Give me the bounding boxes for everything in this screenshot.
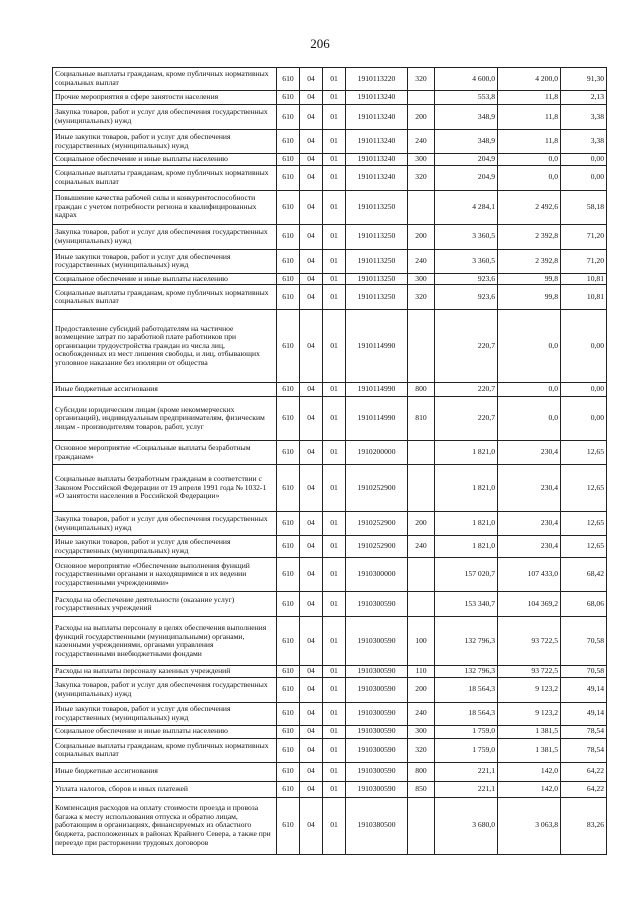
- row-pct: 0,00: [561, 165, 607, 190]
- row-rz: 04: [300, 224, 323, 249]
- row-plan: 153 340,7: [435, 592, 498, 617]
- row-vr: 300: [408, 725, 435, 738]
- row-vr: 850: [408, 781, 435, 797]
- row-pct: 70,58: [561, 617, 607, 666]
- row-pct: 0,00: [561, 397, 607, 441]
- row-fact: 142,0: [498, 781, 561, 797]
- row-csr: 1910300590: [346, 738, 408, 762]
- row-pr: 01: [323, 762, 346, 781]
- row-name: Основное мероприятие «Обеспечение выполнения функций государственными органами и находящимися в их ведении государственными учреждениями»: [53, 558, 277, 592]
- row-vr: 200: [408, 224, 435, 249]
- table-row: [53, 273, 607, 285]
- row-plan: 348,9: [435, 105, 498, 130]
- row-vr: 320: [408, 285, 435, 310]
- row-rz: 04: [300, 165, 323, 190]
- row-fact: 11,8: [498, 130, 561, 154]
- table-row: [53, 738, 607, 762]
- table-row: [53, 154, 607, 166]
- row-pr: 01: [323, 797, 346, 854]
- row-plan: 221,1: [435, 781, 498, 797]
- row-plan: 1 759,0: [435, 725, 498, 738]
- row-ved: 610: [277, 725, 300, 738]
- row-plan: 220,7: [435, 397, 498, 441]
- row-name: Социальные выплаты гражданам, кроме публичных нормативных социальных выплат: [53, 285, 277, 310]
- row-csr: 1910113240: [346, 91, 408, 105]
- row-fact: 0,0: [498, 154, 561, 166]
- row-vr: 320: [408, 165, 435, 190]
- row-fact: 99,8: [498, 273, 561, 285]
- row-pr: 01: [323, 130, 346, 154]
- table-row: [53, 91, 607, 105]
- row-rz: 04: [300, 666, 323, 678]
- row-csr: 1910300590: [346, 781, 408, 797]
- row-ved: 610: [277, 310, 300, 383]
- row-plan: 132 796,3: [435, 666, 498, 678]
- row-pct: 78,54: [561, 725, 607, 738]
- row-fact: 104 369,2: [498, 592, 561, 617]
- row-rz: 04: [300, 310, 323, 383]
- row-pr: 01: [323, 249, 346, 273]
- row-rz: 04: [300, 738, 323, 762]
- row-ved: 610: [277, 273, 300, 285]
- row-vr: 200: [408, 105, 435, 130]
- row-plan: 204,9: [435, 165, 498, 190]
- row-pct: 64,22: [561, 762, 607, 781]
- row-pr: 01: [323, 677, 346, 702]
- row-pr: 01: [323, 165, 346, 190]
- row-rz: 04: [300, 465, 323, 512]
- row-fact: 230,4: [498, 441, 561, 465]
- row-plan: 220,7: [435, 310, 498, 383]
- row-plan: 1 821,0: [435, 441, 498, 465]
- row-pct: 10,81: [561, 273, 607, 285]
- row-csr: 1910113240: [346, 154, 408, 166]
- table-row: [53, 285, 607, 310]
- row-pct: 49,14: [561, 702, 607, 725]
- row-ved: 610: [277, 441, 300, 465]
- row-rz: 04: [300, 441, 323, 465]
- row-name: Компенсация расходов на оплату стоимости проезда и провоза багажа к месту использования отпуска и обратно лицам, работающим в организациях, финансируемых из областного бюджета, расположенных в районах Крайнего Севера, а также при переезде при расторжении трудовых договоров: [53, 797, 277, 854]
- row-name: Иные закупки товаров, работ и услуг для обеспечения государственных (муниципальных) нужд: [53, 536, 277, 558]
- page-number: 206: [310, 36, 330, 51]
- row-rz: 04: [300, 617, 323, 666]
- row-csr: 1910300000: [346, 558, 408, 592]
- row-pct: 0,00: [561, 310, 607, 383]
- row-name: Социальное обеспечение и иные выплаты населению: [53, 725, 277, 738]
- row-name: Предоставление субсидий работодателям на частичное возмещение затрат по заработной плате работников при организации трудоустройства граждан из числа лиц, освобожденных из мест лишения свободы, и лиц, отбывающих уголовное наказание без изоляции от общества: [53, 310, 277, 383]
- row-fact: 230,4: [498, 536, 561, 558]
- row-plan: 553,8: [435, 91, 498, 105]
- row-vr: 800: [408, 762, 435, 781]
- row-fact: 11,8: [498, 105, 561, 130]
- row-vr: [408, 592, 435, 617]
- row-pr: 01: [323, 154, 346, 166]
- row-vr: 240: [408, 249, 435, 273]
- row-ved: 610: [277, 91, 300, 105]
- row-ved: 610: [277, 224, 300, 249]
- row-rz: 04: [300, 105, 323, 130]
- row-ved: 610: [277, 154, 300, 166]
- row-ved: 610: [277, 130, 300, 154]
- row-name: Иные бюджетные ассигнования: [53, 762, 277, 781]
- row-csr: 1910113250: [346, 285, 408, 310]
- row-rz: 04: [300, 677, 323, 702]
- table-row: [53, 190, 607, 224]
- row-pct: 78,54: [561, 738, 607, 762]
- row-fact: 3 063,8: [498, 797, 561, 854]
- row-plan: 4 284,1: [435, 190, 498, 224]
- table-row: [53, 165, 607, 190]
- row-rz: 04: [300, 536, 323, 558]
- row-fact: 230,4: [498, 465, 561, 512]
- row-fact: 2 392,8: [498, 224, 561, 249]
- row-rz: 04: [300, 68, 323, 91]
- row-name: Иные бюджетные ассигнования: [53, 383, 277, 397]
- table-row: [53, 105, 607, 130]
- table-row: [53, 68, 607, 91]
- row-vr: 800: [408, 383, 435, 397]
- row-vr: 300: [408, 273, 435, 285]
- row-rz: 04: [300, 592, 323, 617]
- row-plan: 221,1: [435, 762, 498, 781]
- table-row: [53, 512, 607, 536]
- row-ved: 610: [277, 285, 300, 310]
- row-pct: 83,26: [561, 797, 607, 854]
- row-vr: 300: [408, 154, 435, 166]
- row-pct: 12,65: [561, 512, 607, 536]
- row-ved: 610: [277, 558, 300, 592]
- row-csr: 1910113250: [346, 249, 408, 273]
- row-csr: 1910380500: [346, 797, 408, 854]
- row-plan: 18 564,3: [435, 677, 498, 702]
- table-row: [53, 617, 607, 666]
- row-plan: 132 796,3: [435, 617, 498, 666]
- row-plan: 18 564,3: [435, 702, 498, 725]
- row-name: Социальные выплаты гражданам, кроме публичных нормативных социальных выплат: [53, 165, 277, 190]
- row-vr: 240: [408, 702, 435, 725]
- table-row: [53, 797, 607, 854]
- row-pct: 12,65: [561, 441, 607, 465]
- row-csr: 1910252900: [346, 465, 408, 512]
- row-plan: 923,6: [435, 273, 498, 285]
- row-rz: 04: [300, 762, 323, 781]
- table-row: [53, 536, 607, 558]
- budget-table: [52, 67, 607, 855]
- row-vr: [408, 797, 435, 854]
- row-name: Социальные выплаты безработным гражданам в соответствии с Законом Российской Федерации от 19 апреля 1991 года № 1032-1 «О занятости населения в Российской Федерации»: [53, 465, 277, 512]
- row-ved: 610: [277, 512, 300, 536]
- row-ved: 610: [277, 797, 300, 854]
- row-pr: 01: [323, 738, 346, 762]
- row-pct: 0,00: [561, 383, 607, 397]
- row-fact: 4 200,0: [498, 68, 561, 91]
- row-ved: 610: [277, 383, 300, 397]
- row-name: Иные закупки товаров, работ и услуг для обеспечения государственных (муниципальных) нужд: [53, 130, 277, 154]
- row-name: Социальное обеспечение и иные выплаты населению: [53, 154, 277, 166]
- row-fact: 107 433,0: [498, 558, 561, 592]
- row-csr: 1910113250: [346, 224, 408, 249]
- row-fact: 93 722,5: [498, 617, 561, 666]
- row-rz: 04: [300, 702, 323, 725]
- row-pct: 12,65: [561, 536, 607, 558]
- row-ved: 610: [277, 190, 300, 224]
- row-plan: 3 360,5: [435, 249, 498, 273]
- row-ved: 610: [277, 762, 300, 781]
- row-name: Закупка товаров, работ и услуг для обеспечения государственных (муниципальных) нужд: [53, 105, 277, 130]
- row-rz: 04: [300, 91, 323, 105]
- row-ved: 610: [277, 677, 300, 702]
- table-row: [53, 249, 607, 273]
- row-fact: 0,0: [498, 310, 561, 383]
- row-fact: 1 381,5: [498, 725, 561, 738]
- row-ved: 610: [277, 249, 300, 273]
- row-pr: 01: [323, 285, 346, 310]
- row-pr: 01: [323, 190, 346, 224]
- row-pr: 01: [323, 512, 346, 536]
- row-name: Уплата налогов, сборов и иных платежей: [53, 781, 277, 797]
- row-pr: 01: [323, 617, 346, 666]
- table-row: [53, 465, 607, 512]
- row-ved: 610: [277, 536, 300, 558]
- row-ved: 610: [277, 738, 300, 762]
- row-name: Расходы на обеспечение деятельности (оказание услуг) государственных учреждений: [53, 592, 277, 617]
- table-row: [53, 383, 607, 397]
- row-pct: 49,14: [561, 677, 607, 702]
- row-rz: 04: [300, 130, 323, 154]
- row-name: Социальные выплаты гражданам, кроме публичных нормативных социальных выплат: [53, 68, 277, 91]
- row-ved: 610: [277, 68, 300, 91]
- row-fact: 2 492,6: [498, 190, 561, 224]
- row-name: Закупка товаров, работ и услуг для обеспечения государственных (муниципальных) нужд: [53, 224, 277, 249]
- row-fact: 11,8: [498, 91, 561, 105]
- row-pct: 68,42: [561, 558, 607, 592]
- row-vr: 240: [408, 130, 435, 154]
- row-rz: 04: [300, 797, 323, 854]
- row-pr: 01: [323, 781, 346, 797]
- row-pct: 2,13: [561, 91, 607, 105]
- table-row: [53, 781, 607, 797]
- row-fact: 230,4: [498, 512, 561, 536]
- row-fact: 0,0: [498, 397, 561, 441]
- row-ved: 610: [277, 397, 300, 441]
- row-pr: 01: [323, 725, 346, 738]
- row-pr: 01: [323, 383, 346, 397]
- row-name: Иные закупки товаров, работ и услуг для обеспечения государственных (муниципальных) нужд: [53, 702, 277, 725]
- row-csr: 1910113240: [346, 130, 408, 154]
- row-csr: 1910113240: [346, 165, 408, 190]
- table-body: [53, 68, 607, 855]
- row-ved: 610: [277, 666, 300, 678]
- row-rz: 04: [300, 558, 323, 592]
- row-ved: 610: [277, 105, 300, 130]
- table-row: [53, 666, 607, 678]
- row-csr: 1910113250: [346, 190, 408, 224]
- table-row: [53, 224, 607, 249]
- row-rz: 04: [300, 154, 323, 166]
- row-name: Повышение качества рабочей силы и конкурентоспособности граждан с учетом потребности региона в квалифицированных кадрах: [53, 190, 277, 224]
- row-csr: 1910113220: [346, 68, 408, 91]
- row-plan: 348,9: [435, 130, 498, 154]
- row-name: Иные закупки товаров, работ и услуг для обеспечения государственных (муниципальных) нужд: [53, 249, 277, 273]
- row-pct: 71,20: [561, 224, 607, 249]
- row-fact: 2 392,8: [498, 249, 561, 273]
- row-csr: 1910113250: [346, 273, 408, 285]
- row-vr: 240: [408, 536, 435, 558]
- row-plan: 1 759,0: [435, 738, 498, 762]
- row-rz: 04: [300, 781, 323, 797]
- row-csr: 1910300590: [346, 592, 408, 617]
- row-ved: 610: [277, 465, 300, 512]
- row-rz: 04: [300, 190, 323, 224]
- row-ved: 610: [277, 702, 300, 725]
- row-ved: 610: [277, 165, 300, 190]
- row-vr: 810: [408, 397, 435, 441]
- row-vr: 200: [408, 512, 435, 536]
- row-ved: 610: [277, 617, 300, 666]
- table-row: [53, 677, 607, 702]
- row-fact: 99,8: [498, 285, 561, 310]
- row-vr: 320: [408, 68, 435, 91]
- table-row: [53, 592, 607, 617]
- row-pct: 64,22: [561, 781, 607, 797]
- row-pct: 71,20: [561, 249, 607, 273]
- row-pr: 01: [323, 465, 346, 512]
- row-vr: [408, 190, 435, 224]
- row-pct: 0,00: [561, 154, 607, 166]
- row-pr: 01: [323, 273, 346, 285]
- row-vr: [408, 465, 435, 512]
- row-pr: 01: [323, 105, 346, 130]
- row-pr: 01: [323, 592, 346, 617]
- row-csr: 1910114990: [346, 383, 408, 397]
- row-plan: 4 600,0: [435, 68, 498, 91]
- row-plan: 1 821,0: [435, 536, 498, 558]
- table-row: [53, 702, 607, 725]
- row-csr: 1910300590: [346, 666, 408, 678]
- row-plan: 923,6: [435, 285, 498, 310]
- row-rz: 04: [300, 397, 323, 441]
- row-vr: 100: [408, 617, 435, 666]
- row-fact: 142,0: [498, 762, 561, 781]
- row-pr: 01: [323, 666, 346, 678]
- row-pct: 58,18: [561, 190, 607, 224]
- row-rz: 04: [300, 725, 323, 738]
- row-plan: 1 821,0: [435, 512, 498, 536]
- row-fact: 9 123,2: [498, 677, 561, 702]
- row-vr: [408, 91, 435, 105]
- row-pr: 01: [323, 536, 346, 558]
- row-csr: 1910300590: [346, 677, 408, 702]
- row-pr: 01: [323, 68, 346, 91]
- row-pr: 01: [323, 91, 346, 105]
- row-ved: 610: [277, 781, 300, 797]
- row-vr: [408, 441, 435, 465]
- row-csr: 1910252900: [346, 536, 408, 558]
- row-rz: 04: [300, 512, 323, 536]
- row-rz: 04: [300, 285, 323, 310]
- row-vr: 110: [408, 666, 435, 678]
- row-ved: 610: [277, 592, 300, 617]
- row-csr: 1910300590: [346, 702, 408, 725]
- row-pct: 3,38: [561, 130, 607, 154]
- row-plan: 157 020,7: [435, 558, 498, 592]
- row-pct: 10,81: [561, 285, 607, 310]
- row-pct: 68,06: [561, 592, 607, 617]
- row-pct: 3,38: [561, 105, 607, 130]
- row-plan: 1 821,0: [435, 465, 498, 512]
- table-row: [53, 558, 607, 592]
- table-row: [53, 441, 607, 465]
- row-name: Основное мероприятие «Социальные выплаты безработным гражданам»: [53, 441, 277, 465]
- row-plan: 220,7: [435, 383, 498, 397]
- table-row: [53, 397, 607, 441]
- row-name: Расходы на выплаты персоналу в целях обеспечения выполнения функций государственными (муниципальными) органами, казенными учреждениями, органами управления государственными внебюджетными фондами: [53, 617, 277, 666]
- row-pr: 01: [323, 441, 346, 465]
- row-pct: 12,65: [561, 465, 607, 512]
- row-pr: 01: [323, 310, 346, 383]
- row-name: Социальное обеспечение и иные выплаты населению: [53, 273, 277, 285]
- row-rz: 04: [300, 249, 323, 273]
- row-plan: 204,9: [435, 154, 498, 166]
- row-fact: 93 722,5: [498, 666, 561, 678]
- row-csr: 1910300590: [346, 762, 408, 781]
- row-rz: 04: [300, 383, 323, 397]
- row-pr: 01: [323, 558, 346, 592]
- row-rz: 04: [300, 273, 323, 285]
- row-plan: 3 360,5: [435, 224, 498, 249]
- row-csr: 1910252900: [346, 512, 408, 536]
- row-csr: 1910114990: [346, 397, 408, 441]
- row-fact: 1 381,5: [498, 738, 561, 762]
- row-vr: 200: [408, 677, 435, 702]
- row-pr: 01: [323, 224, 346, 249]
- table-row: [53, 130, 607, 154]
- table-row: [53, 310, 607, 383]
- row-csr: 1910200000: [346, 441, 408, 465]
- row-vr: [408, 558, 435, 592]
- table-row: [53, 725, 607, 738]
- row-fact: 9 123,2: [498, 702, 561, 725]
- row-csr: 1910113240: [346, 105, 408, 130]
- row-fact: 0,0: [498, 383, 561, 397]
- row-fact: 0,0: [498, 165, 561, 190]
- row-name: Социальные выплаты гражданам, кроме публичных нормативных социальных выплат: [53, 738, 277, 762]
- row-pct: 70,58: [561, 666, 607, 678]
- row-plan: 3 680,0: [435, 797, 498, 854]
- row-pct: 91,30: [561, 68, 607, 91]
- row-name: Расходы на выплаты персоналу казенных учреждений: [53, 666, 277, 678]
- table-row: [53, 762, 607, 781]
- row-pr: 01: [323, 702, 346, 725]
- row-csr: 1910300590: [346, 617, 408, 666]
- row-csr: 1910114990: [346, 310, 408, 383]
- row-csr: 1910300590: [346, 725, 408, 738]
- row-name: Прочие мероприятия в сфере занятости населения: [53, 91, 277, 105]
- row-name: Закупка товаров, работ и услуг для обеспечения государственных (муниципальных) нужд: [53, 677, 277, 702]
- row-pr: 01: [323, 397, 346, 441]
- row-name: Закупка товаров, работ и услуг для обеспечения государственных (муниципальных) нужд: [53, 512, 277, 536]
- row-name: Субсидии юридическим лицам (кроме некоммерческих организаций), индивидуальным предпринимателям, физическим лицам - производителям товаров, работ, услуг: [53, 397, 277, 441]
- row-vr: [408, 310, 435, 383]
- row-vr: 320: [408, 738, 435, 762]
